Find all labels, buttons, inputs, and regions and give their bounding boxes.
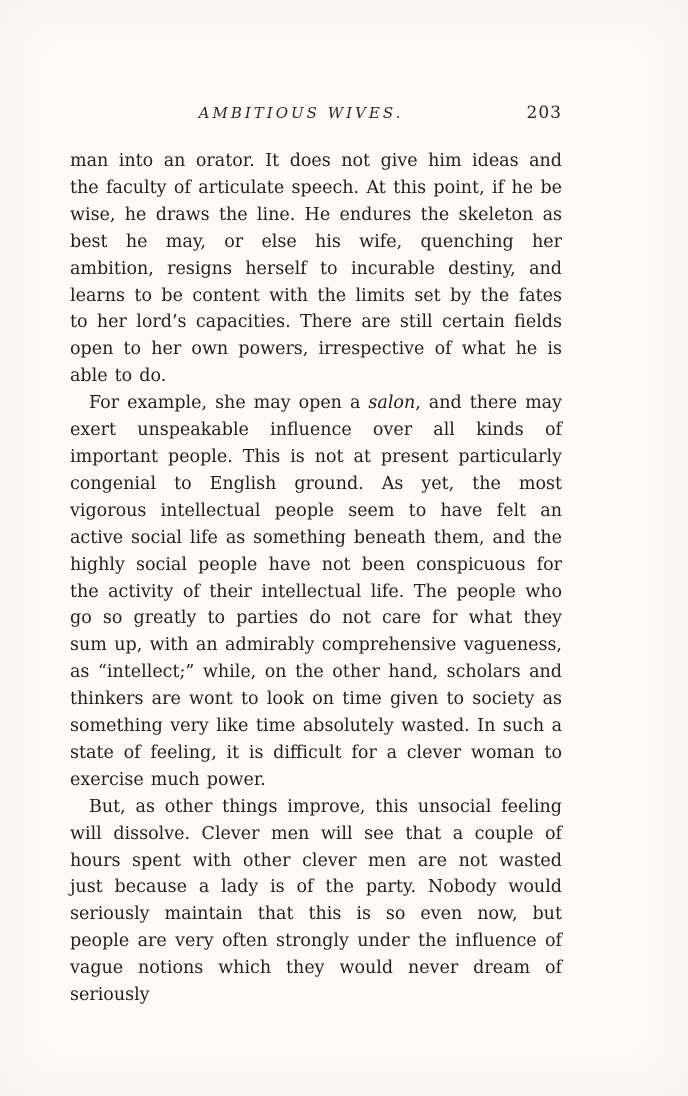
text-block [70,104,562,1009]
paragraph-2-text-after: , and there may exert unspeakable influence over all kinds of important people. This is not at present particularly congenial to English ground. As yet, the most vigorous intellectual people seem to have felt an active social life as something beneath them, and the highly social people have not been conspicuous for the activity of their intellectual life. The people who go so greatly to parties do not care for what they sum up, with an admirably comprehensive vagueness, as “intellect;” while, on the other hand, scholars and thinkers are wont to look on time given to society as something very like time absolutely wasted. In such a state of feeling, it is difficult for a clever woman to exercise much power. [70,393,563,790]
running-head: AMBITIOUS WIVES. [198,104,404,122]
page-header [70,104,562,130]
paragraph-2-text-before: For example, she may open a [89,393,369,414]
paragraph-2 [70,390,562,794]
page-body [70,148,562,1009]
paragraph-1 [70,148,562,390]
paragraph-1-text: man into an orator. It does not give him ideas and the faculty of articulate speech. At this point, if he be wise, he draws the line. He endures the skeleton as best he may, or else his wife, quenching her ambition, resigns herself to incurable destiny, and learns to be content with the limits set by the fates to her lord’s capacities. There are still certain fields open to her own powers, irrespective of what he is able to do. [70,151,562,387]
paragraph-3-text: But, as other things improve, this unsocial feeling will dissolve. Clever men will see that a couple of hours spent with other clever men are not wasted just because a lady is of the party. Nobody would seriously maintain that this is so even now, but people are very often strongly under the influence of vague notions which they would never dream of seriously [70,796,562,1006]
paragraph-3 [70,794,562,1009]
page-number: 203 [526,103,562,123]
italic-word-salon: salon [368,393,416,414]
